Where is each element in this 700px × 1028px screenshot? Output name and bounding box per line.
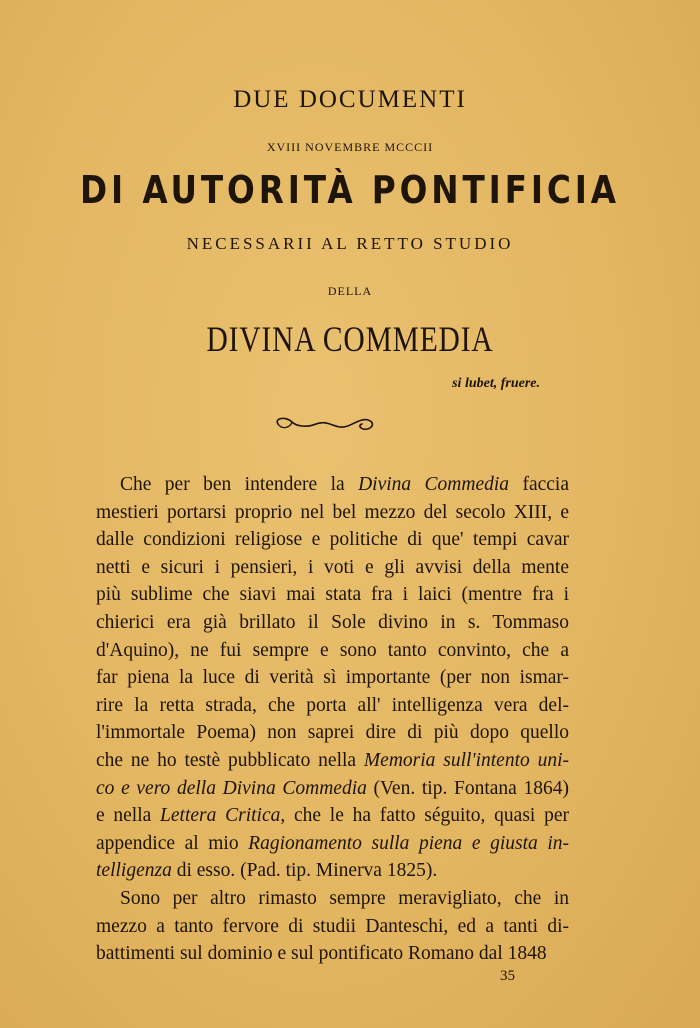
text-line: dalle condizioni religiose e politiche di que' tempi cavar — [96, 529, 569, 551]
text-line: Che per ben intendere la Divina Commedia faccia — [120, 474, 569, 495]
text-line: co e vero della Divina Commedia (Ven. tip. Fontana 1864) — [96, 777, 569, 799]
text-line: appendice al mio Ragionamento sulla piena e giusta in- — [96, 832, 569, 854]
work-title: DIVINA COMMEDIA — [206, 319, 494, 359]
epigraph-motto: si lubet, fruere. — [452, 376, 540, 391]
italic-title: Ragionamento sulla piena e giusta in- — [248, 832, 569, 854]
date-line: XVIII NOVEMBRE MCCCII — [266, 140, 434, 154]
text-line: che ne ho testè pubblicato nella Memoria sull'intento uni- — [96, 749, 569, 771]
text-line: netti e sicuri i pensieri, i voti e gli avvisi della mente — [96, 556, 569, 578]
body-paragraph-1 — [96, 471, 569, 885]
text-line: battimenti sul dominio e sul pontificato Romano dal 1848 — [96, 943, 547, 965]
text-line: chierici era già brillato il Sole divino in s. Tommaso — [96, 611, 569, 633]
italic-title: Memoria sull'intento uni- — [363, 749, 569, 771]
body-paragraph-2 — [96, 885, 569, 968]
text-line: rire la retta strada, che porta all' intelligenza vera del- — [96, 694, 569, 716]
page-number: 35 — [500, 968, 515, 984]
document-heading: DUE DOCUMENTI — [233, 86, 467, 113]
subtitle: NECESSARII AL RETTO STUDIO — [186, 234, 514, 253]
text-line: più sublime che siavi mai stata fra i laici (mentre fra i — [96, 584, 569, 606]
ornament-flourish-icon — [270, 414, 380, 434]
italic-title: Divina Commedia — [358, 474, 510, 495]
main-title: DI AUTORITÀ PONTIFICIA — [80, 168, 620, 212]
text-line: e nella Lettera Critica, che le ha fatto séguito, quasi per — [96, 805, 569, 827]
text-line: mezzo a tanto fervore di studii Danteschi, ed a tanti di- — [96, 915, 569, 937]
italic-title: co e vero della Divina Commedia — [96, 777, 367, 799]
text-line: telligenza di esso. (Pad. tip. Minerva 1825). — [96, 860, 438, 882]
text-line: l'immortale Poema) non saprei dire di più dopo quello — [96, 722, 569, 744]
italic-title: telligenza — [96, 860, 172, 882]
text-line: far piena la luce di verità sì importante (per non ismar- — [96, 667, 569, 689]
text-line: mestieri portarsi proprio nel bel mezzo del secolo XIII, e — [96, 501, 569, 523]
italic-title: Lettera Critica — [160, 805, 281, 827]
connector-word: DELLA — [327, 284, 373, 298]
text-line: d'Aquino), ne fui sempre e sono tanto convinto, che a — [96, 639, 569, 661]
text-line: Sono per altro rimasto sempre meravigliato, che in — [120, 888, 569, 909]
